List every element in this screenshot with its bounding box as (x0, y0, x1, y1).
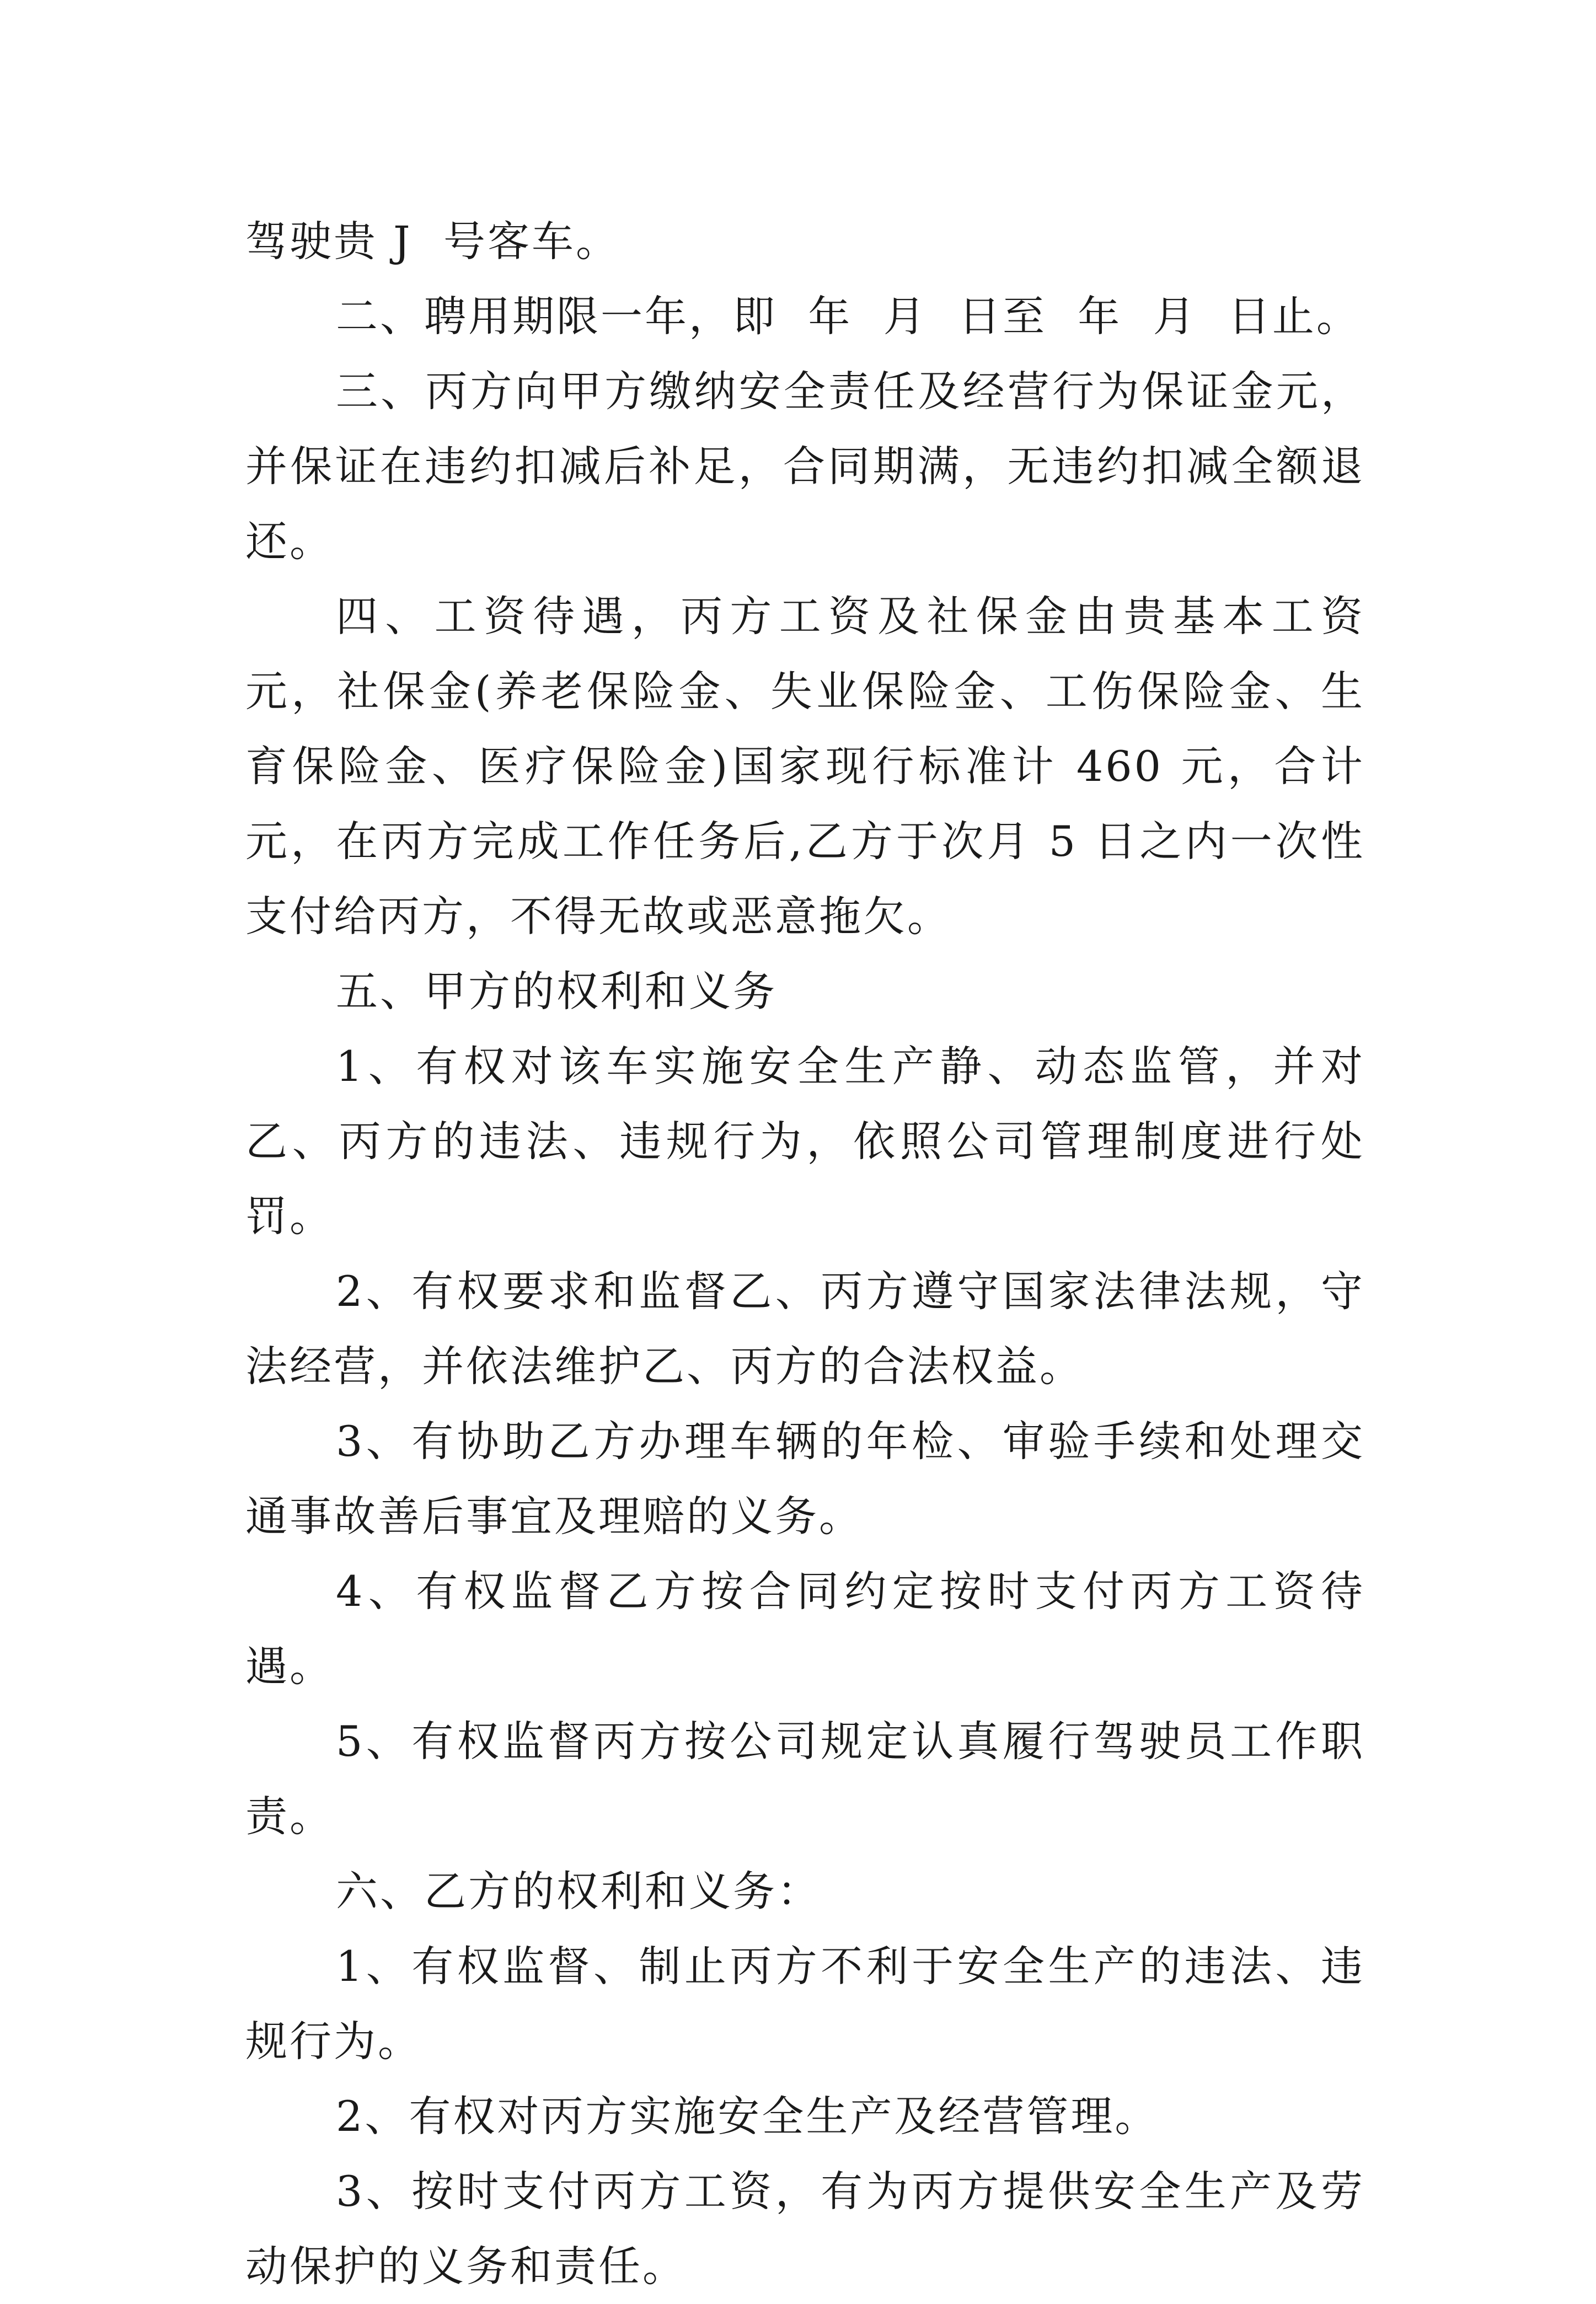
paragraph-employment-term: 二、聘用期限一年，即 年 月 日至 年 月 日止。 (336, 292, 1361, 341)
party-a-item-4: 4、有权监督乙方按合同约定按时支付丙方工资待遇。 (245, 1567, 1365, 1691)
paragraph-driving-vehicle: 驾驶贵 J 号客车。 (245, 217, 620, 266)
party-a-item-2: 2、有权要求和监督乙、丙方遵守国家法律法规，守法经营，并依法维护乙、丙方的合法权益。 (245, 1267, 1365, 1391)
party-a-item-3: 3、有协助乙方办理车辆的年检、审验手续和处理交通事故善后事宜及理赔的义务。 (245, 1417, 1365, 1541)
party-a-item-1: 1、有权对该车实施安全生产静、动态监管，并对乙、丙方的违法、违规行为，依照公司管理制度进行处罚。 (245, 1042, 1365, 1241)
heading-party-a-rights: 五、甲方的权利和义务 (336, 967, 777, 1016)
party-b-item-3: 3、按时支付丙方工资，有为丙方提供安全生产及劳动保护的义务和责任。 (245, 2167, 1365, 2291)
party-b-item-2: 2、有权对丙方实施安全生产及经营管理。 (336, 2092, 1159, 2141)
party-b-item-1: 1、有权监督、制止丙方不利于安全生产的违法、违规行为。 (245, 1942, 1365, 2066)
party-a-item-5: 5、有权监督丙方按公司规定认真履行驾驶员工作职责。 (245, 1717, 1365, 1841)
paragraph-security-deposit: 三、丙方向甲方缴纳安全责任及经营行为保证金元，并保证在违约扣减后补足，合同期满，无违约扣减全额退还。 (245, 367, 1365, 566)
heading-party-b-rights: 六、乙方的权利和义务： (336, 1867, 821, 1916)
paragraph-salary: 四、工资待遇，丙方工资及社保金由贵基本工资 元，社保金(养老保险金、失业保险金、工伤保险金、生育保险金、医疗保险金)国家现行标准计 460 元，合计 元，在丙方完成工作任务后,乙方于次月 5 日之内一次性支付给丙方，不得无故或恶意拖欠。 (245, 592, 1396, 941)
document-body (245, 204, 1396, 2304)
